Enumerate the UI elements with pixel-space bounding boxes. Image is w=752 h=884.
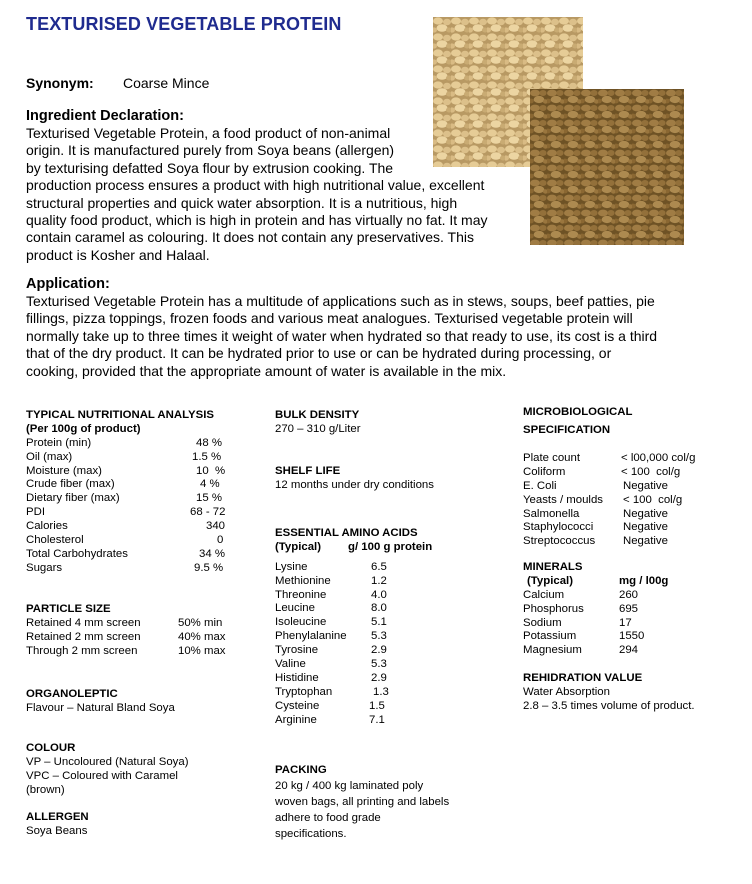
particle-value: 40% max xyxy=(178,630,226,643)
amino-name: Leucine xyxy=(275,602,315,615)
mineral-name: Magnesium xyxy=(523,644,582,657)
application-line: cooking, provided that the appropriate amount of water is available in the mix. xyxy=(26,362,507,379)
table-row xyxy=(523,466,738,480)
nutrition-subheading: (Per 100g of product) xyxy=(26,422,141,435)
ingredient-line: by texturising defatted Soya flour by extrusion cooking. The xyxy=(26,159,394,176)
table-row xyxy=(26,437,236,451)
mineral-value: 17 xyxy=(619,616,632,629)
particle-value: 50% min xyxy=(178,616,223,629)
shelf-life-section xyxy=(275,465,434,493)
ingredient-line: production process ensures a product with high nutritional value, excellent xyxy=(26,177,485,194)
tvp-dark-photo xyxy=(530,89,684,245)
nutrient-name: Crude fiber (max) xyxy=(26,478,115,491)
amino-name: Methionine xyxy=(275,574,331,587)
particle-value: 10% max xyxy=(178,644,226,657)
table-row xyxy=(26,562,236,576)
minerals-section xyxy=(523,561,723,658)
colour-line: VPC – Coloured with Caramel xyxy=(26,769,178,782)
rehydration-line: Water Absorption xyxy=(523,685,610,698)
nutrient-name: Calories xyxy=(26,520,68,533)
minerals-sub-left: (Typical) xyxy=(527,574,573,587)
mineral-name: Potassium xyxy=(523,630,577,643)
amino-name: Tyrosine xyxy=(275,644,319,657)
table-row xyxy=(275,700,475,714)
micro-name: Yeasts / moulds xyxy=(523,493,603,506)
micro-name: Coliform xyxy=(523,465,566,478)
micro-name: Salmonella xyxy=(523,507,580,520)
organoleptic-text: Flavour – Natural Bland Soya xyxy=(26,701,175,714)
table-row xyxy=(523,617,723,631)
allergen-heading: ALLERGEN xyxy=(26,811,89,823)
micro-value: < l00,000 col/g xyxy=(621,452,696,464)
colour-section xyxy=(26,742,189,798)
nutrient-value: 0 xyxy=(217,534,224,547)
table-row xyxy=(275,561,475,575)
table-row xyxy=(275,602,475,616)
nutrient-value: 34 % xyxy=(199,547,225,560)
allergen-text: Soya Beans xyxy=(26,824,88,837)
table-row xyxy=(26,451,236,465)
colour-heading: COLOUR xyxy=(26,742,76,754)
mineral-value: 294 xyxy=(619,644,639,657)
table-row xyxy=(523,521,738,535)
allergen-section xyxy=(26,811,89,839)
micro-heading-1: MICROBIOLOGICAL xyxy=(523,406,633,418)
minerals-sub-right: mg / l00g xyxy=(619,574,669,587)
packing-section xyxy=(275,762,449,842)
nutrient-name: Total Carbohydrates xyxy=(26,547,128,560)
packing-heading: PACKING xyxy=(275,764,327,776)
micro-name: Streptococcus xyxy=(523,535,596,548)
amino-value: 1.2 xyxy=(371,574,387,587)
micro-value: Negative xyxy=(623,507,668,520)
table-row xyxy=(523,494,738,508)
amino-sub-left: (Typical) xyxy=(275,540,321,553)
amino-value: 2.9 xyxy=(371,671,387,684)
packing-line: woven bags, all printing and labels xyxy=(275,796,450,808)
application-line: fillings, pizza toppings, frozen foods and various meat analogues. Texturised vegetable protein will xyxy=(26,310,633,327)
nutrient-name: Protein (min) xyxy=(26,436,92,449)
mineral-name: Phosphorus xyxy=(523,602,584,615)
nutrient-value: 340 xyxy=(206,520,226,533)
amino-name: Valine xyxy=(275,658,306,671)
tvp-dark-texture xyxy=(530,89,684,245)
amino-subheading xyxy=(275,541,475,555)
ingredient-line: structural properties and quick water absorption. It is a nutritious, high xyxy=(26,194,458,211)
minerals-subheading xyxy=(523,575,723,589)
rehydration-section xyxy=(523,672,695,714)
nutrient-name: PDI xyxy=(26,506,45,519)
table-row xyxy=(26,548,236,562)
micro-heading-2: SPECIFICATION xyxy=(523,424,611,436)
minerals-heading: MINERALS xyxy=(523,561,583,573)
table-row xyxy=(26,645,241,659)
ingredient-line: Texturised Vegetable Protein, a food product of non-animal xyxy=(26,125,391,141)
application-line: normally take up to three times it weight of water when hydrated so that ready to use, its cost is a third xyxy=(26,327,658,344)
nutrition-section xyxy=(26,409,236,576)
table-row xyxy=(275,616,475,630)
ingredient-line: origin. It is manufactured purely from Soya beans (allergen) xyxy=(26,142,395,159)
nutrient-value: 4 % xyxy=(200,478,220,491)
amino-acids-section xyxy=(275,527,475,727)
table-row xyxy=(523,480,738,494)
ingredient-heading: Ingredient Declaration: xyxy=(26,108,184,124)
micro-name: Staphylococci xyxy=(523,521,594,534)
microbiological-section xyxy=(523,404,738,549)
particle-size-heading: PARTICLE SIZE xyxy=(26,603,111,615)
table-row xyxy=(26,465,236,479)
packing-line: 20 kg / 400 kg laminated poly xyxy=(275,780,424,792)
shelf-life-heading: SHELF LIFE xyxy=(275,465,341,477)
amino-value: 7.1 xyxy=(369,713,385,726)
ingredient-line: contain caramel as colouring. It does not contain any preservatives. This xyxy=(26,229,474,246)
bulk-density-text: 270 – 310 g/Liter xyxy=(275,422,361,435)
amino-value: 5.3 xyxy=(371,658,387,671)
amino-heading: ESSENTIAL AMINO ACIDS xyxy=(275,527,418,539)
amino-name: Phenylalanine xyxy=(275,630,347,643)
rehydration-heading: REHIDRATION VALUE xyxy=(523,672,643,684)
table-row xyxy=(523,630,723,644)
table-row xyxy=(275,630,475,644)
amino-value: 5.3 xyxy=(371,630,387,643)
table-row xyxy=(523,452,738,466)
table-row xyxy=(275,658,475,672)
bulk-density-heading: BULK DENSITY xyxy=(275,409,360,421)
application-line: Texturised Vegetable Protein has a multitude of applications such as in stews, soups, beef patties, pie xyxy=(26,293,655,309)
nutrient-value: 68 - 72 xyxy=(190,506,226,519)
amino-name: Threonine xyxy=(275,588,327,601)
mineral-name: Sodium xyxy=(523,616,562,629)
amino-name: Cysteine xyxy=(275,699,320,712)
table-row xyxy=(523,508,738,522)
particle-size-section xyxy=(26,603,241,659)
table-row xyxy=(275,686,475,700)
table-row xyxy=(523,535,738,549)
table-row xyxy=(275,672,475,686)
micro-value: < 100 col/g xyxy=(621,465,681,478)
table-row xyxy=(26,478,236,492)
page-title: TEXTURISED VEGETABLE PROTEIN xyxy=(26,14,342,34)
micro-name: Plate count xyxy=(523,452,580,464)
mineral-value: 695 xyxy=(619,602,639,615)
synonym-value: Coarse Mince xyxy=(123,75,210,91)
nutrition-heading: TYPICAL NUTRITIONAL ANALYSIS xyxy=(26,409,214,421)
micro-value: Negative xyxy=(623,479,668,492)
nutrient-name: Moisture (max) xyxy=(26,464,102,477)
amino-value: 8.0 xyxy=(371,602,387,615)
table-row xyxy=(523,589,723,603)
particle-name: Retained 2 mm screen xyxy=(26,630,141,643)
mineral-name: Calcium xyxy=(523,588,565,601)
amino-name: Lysine xyxy=(275,560,308,573)
table-row xyxy=(523,603,723,617)
table-row xyxy=(275,714,475,728)
application-line: that of the dry product. It can be hydrated prior to use or can be hydrated during processing, or xyxy=(26,345,612,362)
nutrient-name: Cholesterol xyxy=(26,534,84,547)
amino-value: 5.1 xyxy=(371,616,387,629)
nutrient-value: 1.5 % xyxy=(192,450,222,463)
table-row xyxy=(26,492,236,506)
organoleptic-heading: ORGANOLEPTIC xyxy=(26,688,118,700)
micro-value: Negative xyxy=(623,521,668,534)
table-row xyxy=(26,631,241,645)
mineral-value: 260 xyxy=(619,588,639,601)
nutrient-value: 48 % xyxy=(196,436,222,449)
table-row xyxy=(275,589,475,603)
table-row xyxy=(523,644,723,658)
micro-value: < 100 col/g xyxy=(623,493,683,506)
table-row xyxy=(26,534,236,548)
table-row xyxy=(26,520,236,534)
amino-name: Arginine xyxy=(275,713,317,726)
micro-value: Negative xyxy=(623,535,668,548)
nutrient-value: 15 % xyxy=(196,492,222,505)
nutrient-value: 10 % xyxy=(196,464,226,477)
nutrient-name: Dietary fiber (max) xyxy=(26,492,120,505)
amino-value: 1.5 xyxy=(369,699,385,712)
mineral-value: 1550 xyxy=(619,630,645,643)
bulk-density-section xyxy=(275,409,361,437)
colour-line: VP – Uncoloured (Natural Soya) xyxy=(26,755,189,768)
application-heading: Application: xyxy=(26,276,110,292)
colour-line: (brown) xyxy=(26,783,65,796)
application-paragraph xyxy=(26,293,713,380)
particle-name: Retained 4 mm screen xyxy=(26,616,141,629)
rehydration-line: 2.8 – 3.5 times volume of product. xyxy=(523,699,695,712)
ingredient-line: quality food product, which is high in protein and has virtually no fat. It may xyxy=(26,212,488,229)
nutrient-name: Oil (max) xyxy=(26,450,73,463)
nutrient-name: Sugars xyxy=(26,561,63,574)
micro-name: E. Coli xyxy=(523,479,557,492)
packing-line: adhere to food grade xyxy=(275,812,381,824)
ingredient-paragraph xyxy=(26,125,516,264)
amino-name: Isoleucine xyxy=(275,616,327,629)
packing-line: specifications. xyxy=(275,828,347,840)
nutrient-value: 9.5 % xyxy=(194,561,224,574)
amino-name: Histidine xyxy=(275,671,319,684)
table-row xyxy=(275,575,475,589)
shelf-life-text: 12 months under dry conditions xyxy=(275,478,434,491)
synonym-label: Synonym: xyxy=(26,75,94,91)
amino-value: 6.5 xyxy=(371,560,387,573)
amino-sub-right: g/ 100 g protein xyxy=(348,540,433,553)
amino-value: 4.0 xyxy=(371,588,387,601)
table-row xyxy=(26,617,241,631)
organoleptic-section xyxy=(26,688,175,716)
amino-value: 2.9 xyxy=(371,644,387,657)
ingredient-line: product is Kosher and Halaal. xyxy=(26,246,210,263)
amino-name: Tryptophan xyxy=(275,685,333,698)
amino-value: 1.3 xyxy=(373,685,389,698)
particle-name: Through 2 mm screen xyxy=(26,644,138,657)
table-row xyxy=(26,506,236,520)
table-row xyxy=(275,644,475,658)
